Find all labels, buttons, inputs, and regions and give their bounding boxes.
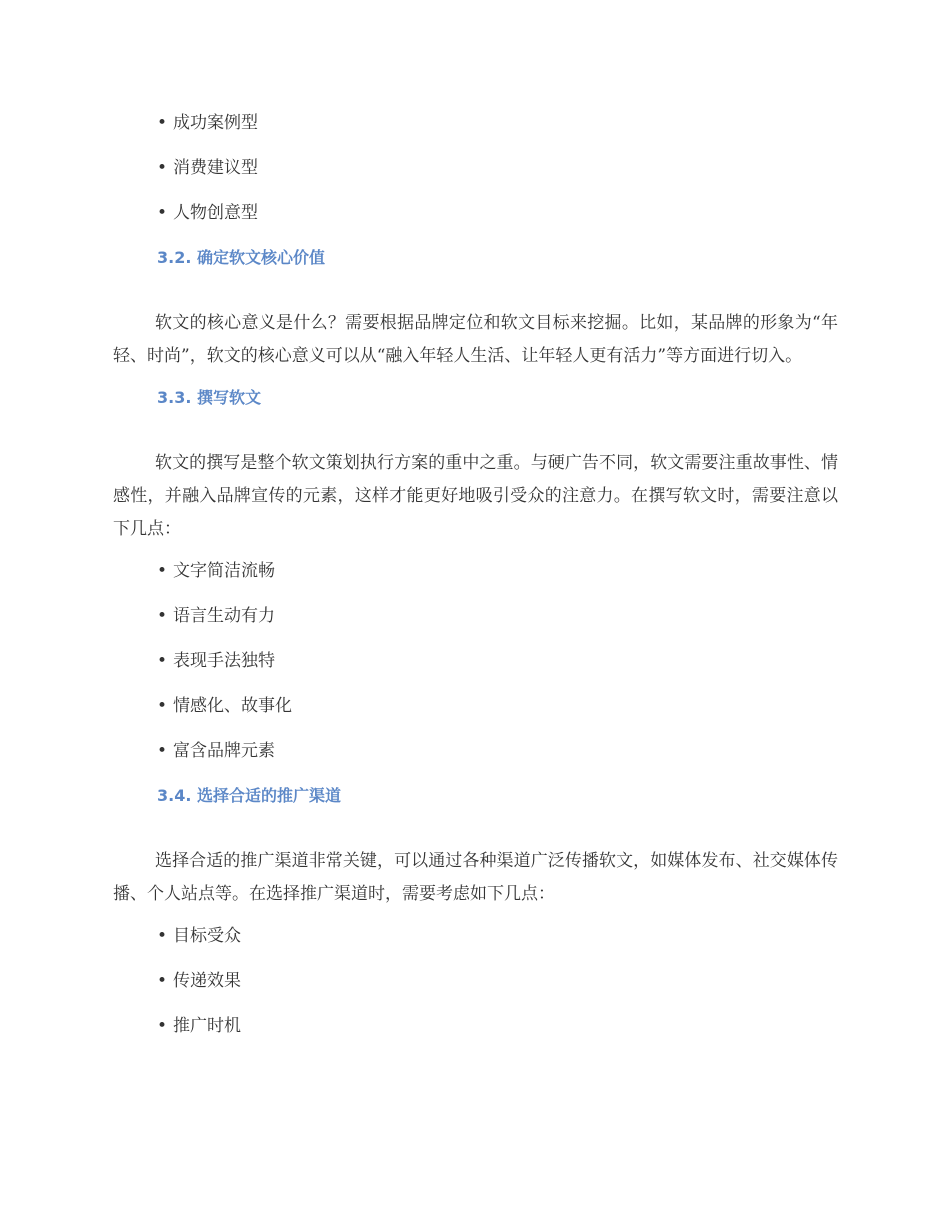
list-item [113, 736, 838, 781]
list-item [113, 153, 838, 198]
bullet-icon: • [157, 926, 168, 946]
section-heading-3-3: 3.3. 撰写软文 [157, 388, 261, 407]
list-item [113, 108, 838, 153]
bullet-icon: • [157, 113, 168, 133]
list-item-text: 目标受众 [173, 926, 242, 946]
section-paragraph-3-3: 软文的撰写是整个软文策划执行方案的重中之重。与硬广告不同，软文需要注重故事性、情感性，并融入品牌宣传的元素，这样才能更好地吸引受众的注意力。在撰写软文时，需要注意以下几点： [113, 453, 838, 539]
list-item-text: 文字简洁流畅 [173, 561, 276, 581]
bullet-icon: • [157, 561, 168, 581]
bullet-icon: • [157, 203, 168, 223]
list-item-text: 表现手法独特 [173, 651, 276, 671]
section-paragraph-3-2: 软文的核心意义是什么？需要根据品牌定位和软文目标来挖掘。比如，某品牌的形象为“年轻、时尚”，软文的核心意义可以从“融入年轻人生活、让年轻人更有活力”等方面进行切入。 [113, 313, 838, 366]
list-item-text: 情感化、故事化 [173, 696, 293, 716]
list-item [113, 691, 838, 736]
list-item-text: 传递效果 [173, 971, 242, 991]
section-heading-3-2: 3.2. 确定软文核心价值 [157, 248, 325, 267]
section-paragraph-3-4: 选择合适的推广渠道非常关键，可以通过各种渠道广泛传播软文，如媒体发布、社交媒体传播、个人站点等。在选择推广渠道时，需要考虑如下几点： [113, 851, 838, 904]
list-item [113, 1011, 838, 1056]
list-item-text: 消费建议型 [173, 158, 259, 178]
list-item-text: 富含品牌元素 [173, 741, 276, 761]
section-heading-3-4: 3.4. 选择合适的推广渠道 [157, 786, 341, 805]
bullet-icon: • [157, 651, 168, 671]
list-item [113, 921, 838, 966]
list-item-text: 语言生动有力 [173, 606, 276, 626]
list-item-text: 人物创意型 [173, 203, 259, 223]
bullet-icon: • [157, 741, 168, 761]
document-content [113, 108, 838, 1056]
list-item [113, 556, 838, 601]
list-item [113, 601, 838, 646]
list-item [113, 646, 838, 691]
list-item-text: 成功案例型 [173, 113, 259, 133]
bullet-icon: • [157, 1016, 168, 1036]
list-item [113, 966, 838, 1011]
list-item-text: 推广时机 [173, 1016, 242, 1036]
bullet-icon: • [157, 606, 168, 626]
bullet-icon: • [157, 696, 168, 716]
bullet-icon: • [157, 971, 168, 991]
bullet-icon: • [157, 158, 168, 178]
list-item [113, 198, 838, 243]
